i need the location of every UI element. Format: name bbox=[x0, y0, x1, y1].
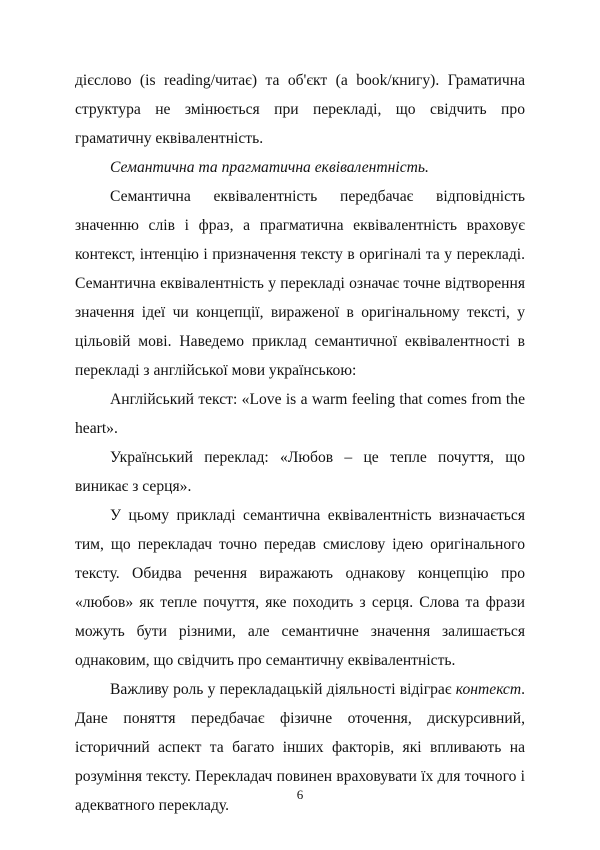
document-page bbox=[75, 66, 525, 820]
page-number: 6 bbox=[296, 787, 304, 802]
context-emphasis: контекст bbox=[455, 681, 522, 698]
context-paragraph-start: Важливу роль у перекладацькій діяльності відіграє bbox=[110, 681, 456, 698]
section-heading-semantic-pragmatic: Семантична та прагматична еквівалентність. bbox=[110, 159, 429, 176]
paragraph-semantic-analysis: У цьому прикладі семантична еквівалентність визначається тим, що перекладач точно передав смислову ідею оригінального тексту. Обидва речення виражають однакову концепцію про «любов» як тепле почуття, яке походить з серця. Слова та фрази можуть бути різними, але семантичне значення залишається однаковим, що свідчить про семантичну еквівалентність. bbox=[75, 507, 525, 669]
english-example-paragraph: Англійський текст: «Love is a warm feeling that comes from the heart». bbox=[75, 391, 525, 437]
paragraph-semantic-definition: Семантична еквівалентність передбачає відповідність значенню слів і фраз, а прагматична еквівалентність враховує контекст, інтенцію і призначення тексту в оригіналі та у перекладі. Семантична еквівалентність у перекладі означає точне відтворення значення ідеї чи концепції, вираженої в оригінальному тексті, у цільовій мові. Наведемо приклад семантичної еквівалентності в перекладі з англійської мови українською: bbox=[75, 188, 525, 379]
ukrainian-example-paragraph: Український переклад: «Любов – це тепле почуття, що виникає з серця». bbox=[75, 449, 525, 495]
paragraph-grammar-conclusion: дієслово (is reading/читає) та об'єкт (a book/книгу). Граматична структура не змінюється при перекладі, що свідчить про граматичну еквівалентність. bbox=[75, 72, 525, 147]
context-paragraph-end: . Дане поняття передбачає фізичне оточення, дискурсивний, історичний аспект та багато інших факторів, які впливають на розуміння тексту. Перекладач повинен враховувати їх для точного і адекватного перекладу. bbox=[75, 681, 525, 814]
